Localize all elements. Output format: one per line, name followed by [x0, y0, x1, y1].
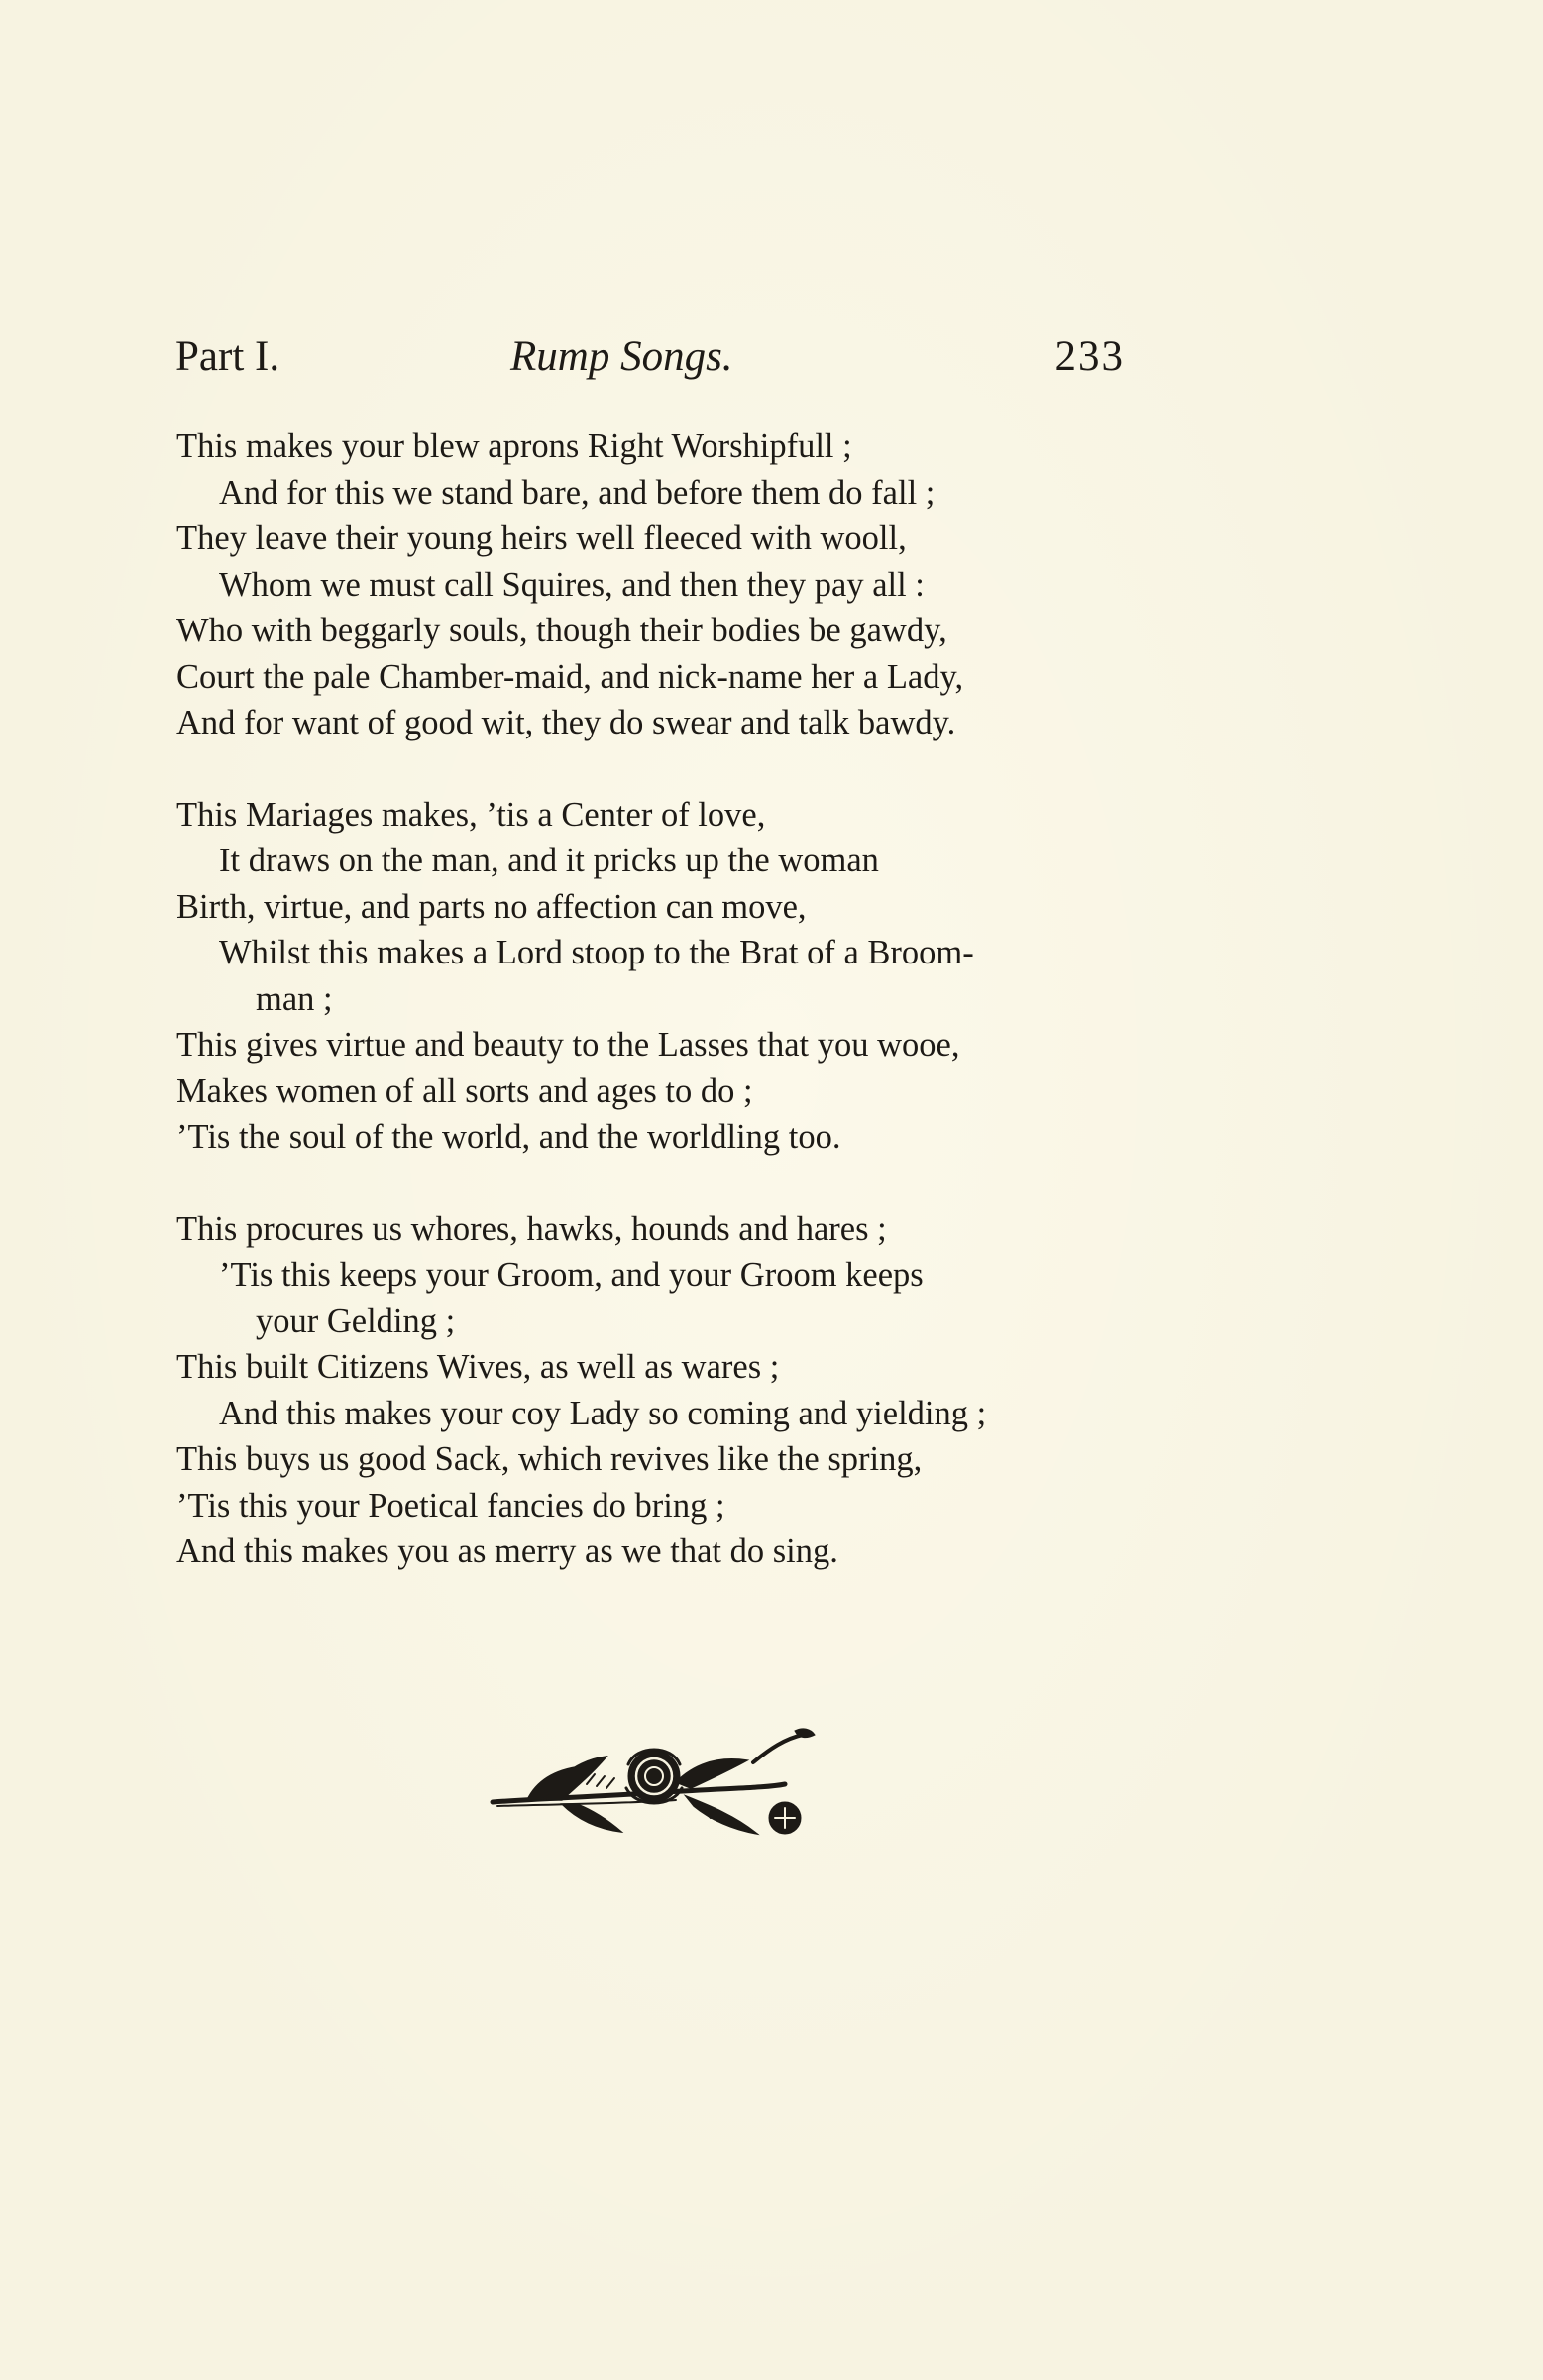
verse-line: This buys us good Sack, which revives like the spring,	[176, 1440, 923, 1478]
verse-line: Birth, virtue, and parts no affection can move,	[176, 887, 807, 926]
part-label: Part I.	[175, 333, 280, 380]
stanza-3	[176, 1206, 1167, 1575]
stanza-2	[176, 792, 1167, 1161]
verse-line: Whilst this makes a Lord stoop to the Brat of a Broom-	[219, 934, 974, 971]
verse-line: This Mariages makes, ’tis a Center of love,	[176, 795, 766, 834]
verse-line: Makes women of all sorts and ages to do ;	[176, 1072, 753, 1110]
verse-line: ’Tis this your Poetical fancies do bring ;	[176, 1486, 725, 1525]
verse-line: They leave their young heirs well fleeced with wooll,	[176, 519, 907, 557]
running-title: Rump Songs.	[510, 333, 733, 380]
verse-line: This makes your blew aprons Right Worshipfull ;	[176, 427, 852, 465]
verse-line: This gives virtue and beauty to the Lasses that you wooe,	[176, 1026, 960, 1064]
poem-body	[176, 423, 1167, 1621]
running-header	[175, 332, 1125, 392]
verse-line: And for want of good wit, they do swear and talk bawdy.	[176, 704, 956, 741]
verse-line: Whom we must call Squires, and then they pay all :	[219, 565, 925, 604]
verse-line: ’Tis this keeps your Groom, and your Groom keeps	[219, 1256, 924, 1294]
verse-line: Court the pale Chamber-maid, and nick-name her a Lady,	[176, 657, 964, 696]
page-number: 233	[1054, 333, 1125, 380]
verse-line: This procures us whores, hawks, hounds and hares ;	[176, 1209, 887, 1248]
verse-line: your Gelding ;	[256, 1302, 456, 1340]
verse-line: This built Citizens Wives, as well as wares ;	[176, 1348, 780, 1386]
verse-line: And this makes you as merry as we that do sing.	[176, 1532, 838, 1570]
verse-line: And this makes your coy Lady so coming and yielding ;	[219, 1394, 987, 1432]
verse-line: Who with beggarly souls, though their bodies be gawdy,	[176, 612, 947, 649]
verse-line: It draws on the man, and it pricks up the woman	[219, 842, 879, 879]
verse-line: ’Tis the soul of the world, and the worldling too.	[176, 1118, 841, 1156]
verse-line: And for this we stand bare, and before them do fall ;	[219, 473, 936, 511]
verse-line: man ;	[256, 979, 333, 1018]
floral-tailpiece-icon	[488, 1725, 825, 1854]
stanza-1	[176, 423, 1167, 746]
